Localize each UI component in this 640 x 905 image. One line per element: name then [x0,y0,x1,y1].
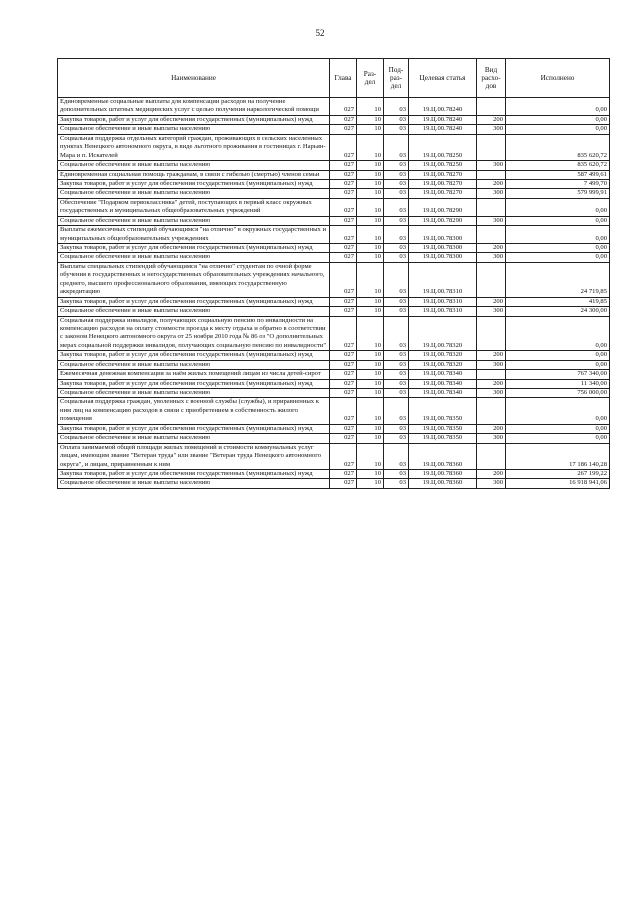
row-glava: 027 [330,244,357,253]
row-podrazdel: 03 [384,443,409,469]
row-razdel: 10 [357,379,384,388]
row-expense-type [477,370,506,379]
row-name: Социальное обеспечение и иные выплаты населению [58,216,330,225]
table-row [58,134,610,160]
row-glava: 027 [330,479,357,488]
row-razdel: 10 [357,189,384,198]
row-name: Социальное обеспечение и иные выплаты населению [58,125,330,134]
row-expense-type: 300 [477,125,506,134]
row-expense-type: 200 [477,379,506,388]
row-razdel: 10 [357,479,384,488]
row-name: Единовременные социальные выплаты для компенсации расходов на получение дополнительных штатных медицинских услуг с целью получения наркологической помощи [58,98,330,116]
row-name: Выплаты специальных стипендий обучающимся "на отлично" студентам по очной форме обучения в государственных и негосударственных образовательных учреждениях начального, среднего, высшего профессионального образования, имеющих государственную аккредитацию [58,262,330,297]
table-row [58,179,610,188]
row-expense-type: 200 [477,424,506,433]
row-expense-type: 200 [477,351,506,360]
row-amount: 0,00 [506,244,610,253]
row-podrazdel: 03 [384,244,409,253]
row-podrazdel: 03 [384,434,409,443]
row-expense-type: 300 [477,161,506,170]
table-row [58,479,610,488]
row-target-code: 19.Ц.00.78320 [409,316,477,351]
row-amount: 0,00 [506,351,610,360]
row-glava: 027 [330,115,357,124]
table-row [58,216,610,225]
row-glava: 027 [330,198,357,216]
row-glava: 027 [330,179,357,188]
row-name: Обеспечение "Подарком первоклассника" детей, поступающих в первый класс окружных государственных и муниципальных общеобразовательных учреждений [58,198,330,216]
row-podrazdel: 03 [384,479,409,488]
header-name: Наименование [58,59,330,98]
row-name: Социальное обеспечение и иные выплаты населению [58,360,330,369]
table-row [58,316,610,351]
row-glava: 027 [330,170,357,179]
row-podrazdel: 03 [384,262,409,297]
row-razdel: 10 [357,316,384,351]
row-glava: 027 [330,125,357,134]
row-name: Оплата занимаемой общей площади жилых помещений и стоимости коммунальных услуг лицам, имеющим звание "Ветеран труда" или звание "Ветеран труда Ненецкого автономного округа", и лицам, приравненным к ним [58,443,330,469]
table-row [58,244,610,253]
row-target-code: 19.Ц.00.78270 [409,179,477,188]
row-expense-type [477,398,506,424]
row-amount: 835 620,72 [506,134,610,160]
row-expense-type: 300 [477,189,506,198]
row-glava: 027 [330,443,357,469]
row-amount: 267 199,22 [506,469,610,478]
row-amount: 0,00 [506,125,610,134]
row-amount: 0,00 [506,216,610,225]
row-expense-type: 200 [477,469,506,478]
row-podrazdel: 03 [384,469,409,478]
table-row [58,379,610,388]
row-glava: 027 [330,253,357,262]
table-row [58,98,610,116]
row-amount: 24 719,85 [506,262,610,297]
table-row [58,443,610,469]
row-amount: 0,00 [506,198,610,216]
row-expense-type [477,262,506,297]
table-row [58,370,610,379]
row-glava: 027 [330,134,357,160]
row-razdel: 10 [357,115,384,124]
row-glava: 027 [330,297,357,306]
row-razdel: 10 [357,389,384,398]
row-target-code: 19.Ц.00.78240 [409,98,477,116]
row-expense-type: 300 [477,307,506,316]
row-razdel: 10 [357,226,384,244]
row-razdel: 10 [357,161,384,170]
row-razdel: 10 [357,307,384,316]
row-podrazdel: 03 [384,170,409,179]
row-name: Закупка товаров, работ и услуг для обеспечения государственных (муниципальных) нужд [58,351,330,360]
row-podrazdel: 03 [384,379,409,388]
row-podrazdel: 03 [384,226,409,244]
row-name: Единовременная социальная помощь гражданам, в связи с гибелью (смертью) членов семьи [58,170,330,179]
row-name: Закупка товаров, работ и услуг для обеспечения государственных (муниципальных) нужд [58,469,330,478]
row-razdel: 10 [357,253,384,262]
row-expense-type [477,170,506,179]
page-number: 52 [315,28,325,38]
header-code: Целевая статья [409,59,477,98]
row-amount: 0,00 [506,424,610,433]
row-expense-type [477,226,506,244]
table-row [58,469,610,478]
row-target-code: 19.Ц.00.78300 [409,253,477,262]
row-podrazdel: 03 [384,134,409,160]
header-vid: Вид расхо- дов [477,59,506,98]
row-target-code: 19.Ц.00.78350 [409,434,477,443]
row-razdel: 10 [357,424,384,433]
row-amount: 419,85 [506,297,610,306]
row-name: Социальная поддержка отдельных категорий граждан, проживающих в сельских населенных пунктах Ненецкого автономного округа, в виде льготного проживания в гостиницах г. Нарьян-Мара и п. Искателей [58,134,330,160]
row-razdel: 10 [357,360,384,369]
table-row [58,170,610,179]
row-target-code: 19.Ц.00.78310 [409,297,477,306]
row-expense-type: 300 [477,389,506,398]
row-expense-type: 300 [477,360,506,369]
row-target-code: 19.Ц.00.78250 [409,134,477,160]
row-razdel: 10 [357,244,384,253]
row-target-code: 19.Ц.00.78350 [409,398,477,424]
row-expense-type: 300 [477,216,506,225]
row-glava: 027 [330,316,357,351]
row-razdel: 10 [357,297,384,306]
row-glava: 027 [330,226,357,244]
row-amount: 16 918 941,06 [506,479,610,488]
row-podrazdel: 03 [384,189,409,198]
row-amount: 0,00 [506,316,610,351]
table-row [58,115,610,124]
row-amount: 756 000,00 [506,389,610,398]
row-podrazdel: 03 [384,370,409,379]
row-target-code: 19.Ц.00.78300 [409,226,477,244]
row-glava: 027 [330,307,357,316]
row-amount: 0,00 [506,226,610,244]
row-podrazdel: 03 [384,297,409,306]
row-podrazdel: 03 [384,161,409,170]
table-row [58,307,610,316]
row-name: Закупка товаров, работ и услуг для обеспечения государственных (муниципальных) нужд [58,297,330,306]
row-razdel: 10 [357,351,384,360]
row-target-code: 19.Ц.00.78360 [409,443,477,469]
row-podrazdel: 03 [384,198,409,216]
row-amount: 835 620,72 [506,161,610,170]
row-name: Закупка товаров, работ и услуг для обеспечения государственных (муниципальных) нужд [58,179,330,188]
row-target-code: 19.Ц.00.78360 [409,479,477,488]
table-row [58,226,610,244]
row-podrazdel: 03 [384,98,409,116]
row-amount: 17 186 140,28 [506,443,610,469]
row-podrazdel: 03 [384,216,409,225]
row-target-code: 19.Ц.00.78310 [409,307,477,316]
row-target-code: 19.Ц.00.78240 [409,125,477,134]
table-row [58,434,610,443]
row-glava: 027 [330,469,357,478]
row-glava: 027 [330,98,357,116]
row-expense-type: 200 [477,244,506,253]
row-name: Закупка товаров, работ и услуг для обеспечения государственных (муниципальных) нужд [58,379,330,388]
row-glava: 027 [330,360,357,369]
row-target-code: 19.Ц.00.78320 [409,360,477,369]
row-target-code: 19.Ц.00.78300 [409,244,477,253]
row-podrazdel: 03 [384,179,409,188]
row-expense-type: 200 [477,179,506,188]
header-razdel: Раз- дел [357,59,384,98]
row-expense-type: 300 [477,479,506,488]
row-target-code: 19.Ц.00.78320 [409,351,477,360]
row-podrazdel: 03 [384,316,409,351]
row-name: Социальное обеспечение и иные выплаты населению [58,253,330,262]
table-row [58,389,610,398]
row-amount: 579 999,91 [506,189,610,198]
row-expense-type: 200 [477,297,506,306]
row-glava: 027 [330,216,357,225]
table-row [58,125,610,134]
row-amount: 0,00 [506,115,610,124]
row-glava: 027 [330,161,357,170]
row-name: Социальное обеспечение и иные выплаты населению [58,479,330,488]
row-target-code: 19.Ц.00.78340 [409,379,477,388]
row-name: Ежемесячная денежная компенсация за наём жилых помещений лицам из числа детей-сирот [58,370,330,379]
row-name: Социальная поддержка граждан, уволенных с военной службы (службы), и приравненных к ним лиц на компенсацию расходов в связи с приобретением в собственность жилого помещения [58,398,330,424]
row-razdel: 10 [357,98,384,116]
row-target-code: 19.Ц.00.78340 [409,389,477,398]
row-razdel: 10 [357,134,384,160]
row-name: Социальное обеспечение и иные выплаты населению [58,434,330,443]
row-expense-type [477,134,506,160]
table-row [58,398,610,424]
row-name: Закупка товаров, работ и услуг для обеспечения государственных (муниципальных) нужд [58,424,330,433]
row-target-code: 19.Ц.00.78240 [409,115,477,124]
row-amount: 0,00 [506,98,610,116]
expenditure-table [57,58,610,489]
row-amount: 0,00 [506,360,610,369]
row-expense-type: 300 [477,253,506,262]
row-glava: 027 [330,351,357,360]
row-name: Социальное обеспечение и иные выплаты населению [58,161,330,170]
table-header-row [58,59,610,98]
row-target-code: 19.Ц.00.78290 [409,198,477,216]
row-podrazdel: 03 [384,389,409,398]
row-podrazdel: 03 [384,398,409,424]
row-name: Социальное обеспечение и иные выплаты населению [58,189,330,198]
row-glava: 027 [330,189,357,198]
table-row [58,360,610,369]
row-expense-type [477,198,506,216]
row-expense-type [477,98,506,116]
row-amount: 7 499,70 [506,179,610,188]
row-amount: 24 300,00 [506,307,610,316]
row-razdel: 10 [357,198,384,216]
row-target-code: 19.Ц.00.78250 [409,161,477,170]
row-podrazdel: 03 [384,253,409,262]
row-amount: 0,00 [506,434,610,443]
row-expense-type [477,443,506,469]
row-amount: 11 340,00 [506,379,610,388]
row-podrazdel: 03 [384,360,409,369]
row-razdel: 10 [357,370,384,379]
table-row [58,198,610,216]
row-podrazdel: 03 [384,424,409,433]
row-amount: 0,00 [506,398,610,424]
row-razdel: 10 [357,398,384,424]
row-name: Выплаты ежемесячных стипендий обучающимся "на отлично" в окружных государственных и муниципальных общеобразовательных учреждениях [58,226,330,244]
row-target-code: 19.Ц.00.78290 [409,216,477,225]
row-amount: 0,00 [506,253,610,262]
row-name: Закупка товаров, работ и услуг для обеспечения государственных (муниципальных) нужд [58,244,330,253]
table-row [58,424,610,433]
row-amount: 767 340,00 [506,370,610,379]
row-expense-type: 200 [477,115,506,124]
table-row [58,161,610,170]
row-name: Социальная поддержка инвалидов, получающих социальную пенсию по инвалидности на компенсацию расходов на оплату стоимости проезда к месту отдыха и обратно в соответствии с законом Ненецкого автономного округа от 25 ноября 2010 года № 86 оз "О дополнительных мерах социальной поддержки инвалидов, получающих социальную пенсию по инвалидности" [58,316,330,351]
row-glava: 027 [330,262,357,297]
row-podrazdel: 03 [384,351,409,360]
row-glava: 027 [330,434,357,443]
header-podrazdel: Под- раз- дел [384,59,409,98]
row-name: Закупка товаров, работ и услуг для обеспечения государственных (муниципальных) нужд [58,115,330,124]
row-podrazdel: 03 [384,307,409,316]
row-expense-type [477,316,506,351]
table-row [58,253,610,262]
row-razdel: 10 [357,262,384,297]
row-razdel: 10 [357,469,384,478]
row-razdel: 10 [357,443,384,469]
row-target-code: 19.Ц.00.78270 [409,189,477,198]
row-name: Социальное обеспечение и иные выплаты населению [58,307,330,316]
row-target-code: 19.Ц.00.78360 [409,469,477,478]
row-podrazdel: 03 [384,115,409,124]
row-podrazdel: 03 [384,125,409,134]
table-row [58,189,610,198]
row-expense-type: 300 [477,434,506,443]
row-target-code: 19.Ц.00.78310 [409,262,477,297]
row-target-code: 19.Ц.00.78350 [409,424,477,433]
row-razdel: 10 [357,216,384,225]
table-row [58,297,610,306]
row-glava: 027 [330,398,357,424]
row-name: Социальное обеспечение и иные выплаты населению [58,389,330,398]
row-amount: 587 499,61 [506,170,610,179]
row-glava: 027 [330,424,357,433]
row-glava: 027 [330,370,357,379]
row-target-code: 19.Ц.00.78340 [409,370,477,379]
row-glava: 027 [330,389,357,398]
row-target-code: 19.Ц.00.78270 [409,170,477,179]
table-row [58,262,610,297]
row-razdel: 10 [357,170,384,179]
table-row [58,351,610,360]
header-amount: Исполнено [506,59,610,98]
row-razdel: 10 [357,434,384,443]
header-glava: Глава [330,59,357,98]
row-razdel: 10 [357,125,384,134]
row-glava: 027 [330,379,357,388]
row-razdel: 10 [357,179,384,188]
